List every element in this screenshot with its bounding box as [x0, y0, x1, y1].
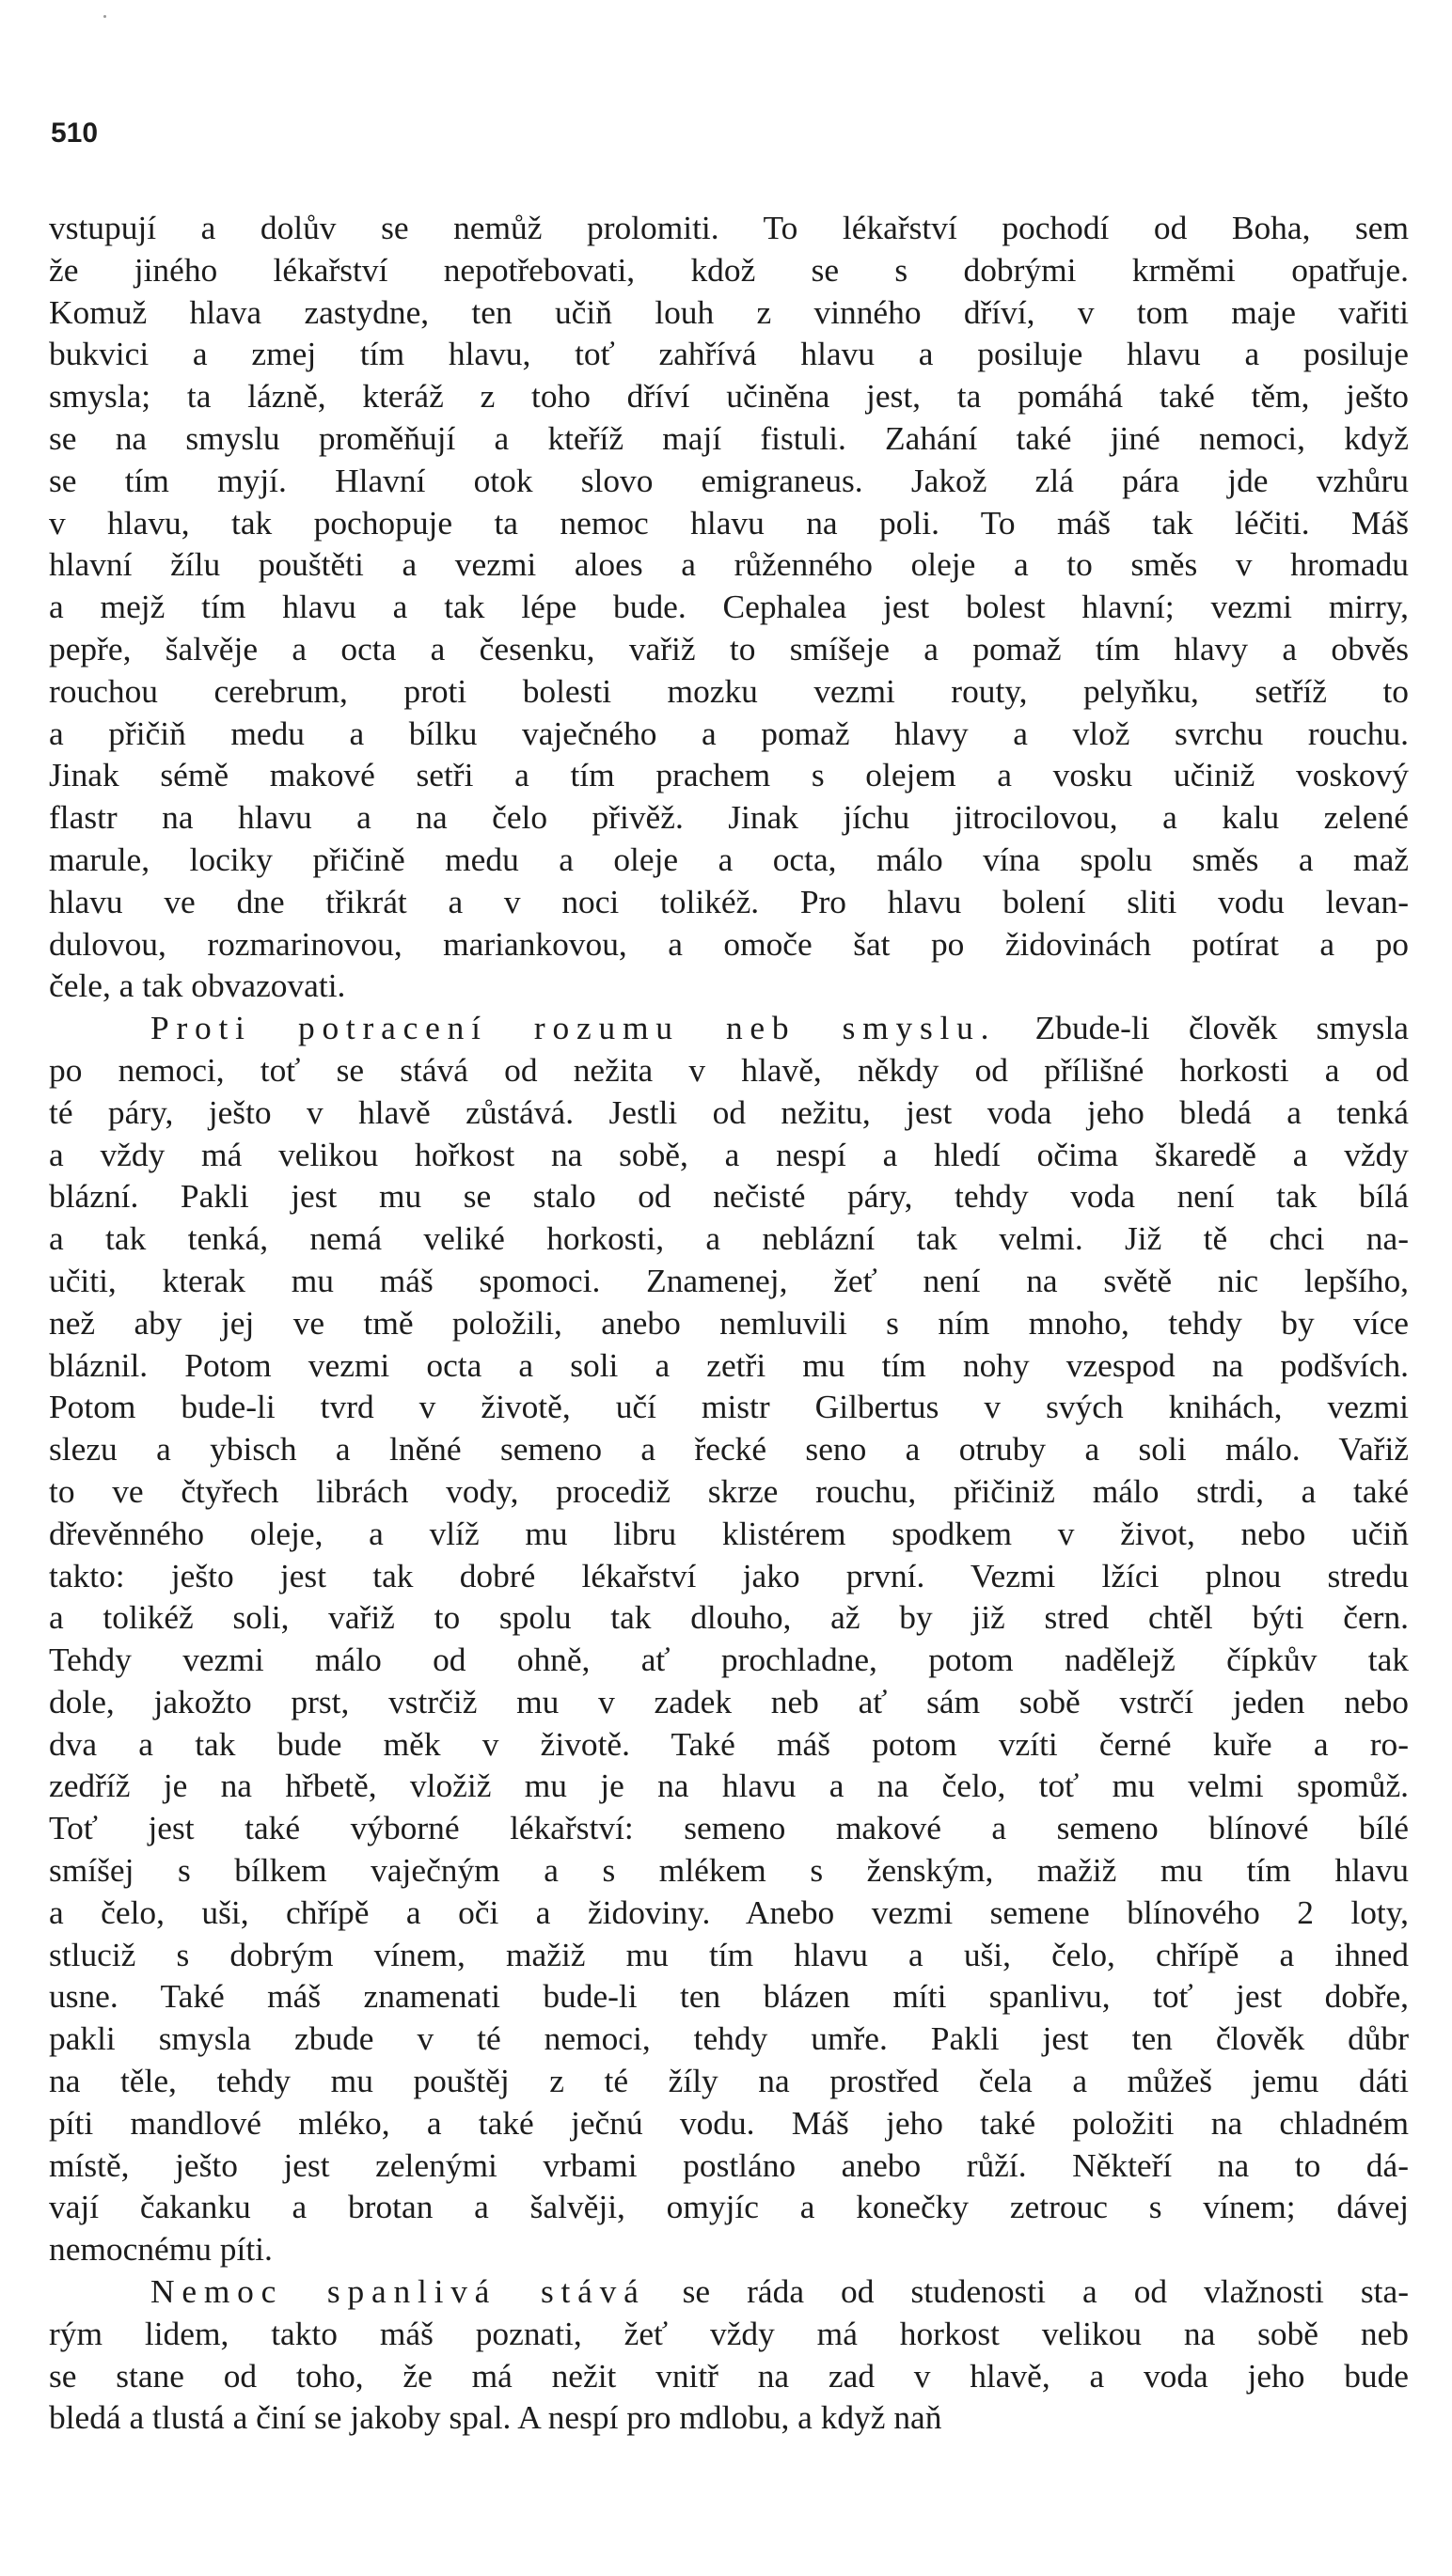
text-line: [49, 1639, 1409, 1681]
line-text: hlavní žílu pouštěti a vezmi aloes a růženného oleje a to směs v hromadu: [49, 545, 1409, 584]
text-line: [49, 1934, 1409, 1976]
line-text: se ráda od studenosti a od vlažnosti sta-: [645, 2272, 1409, 2311]
line-text: pepře, šalvěje a octa a česenku, vařiž to smíšeje a pomaž tím hlavy a obvěs: [49, 629, 1409, 668]
text-line: [49, 249, 1409, 291]
text-line: [49, 1849, 1409, 1892]
text-line: [49, 375, 1409, 417]
text-line: [49, 586, 1409, 628]
line-text: než aby jej ve tmě položili, anebo nemluvili s ním mnoho, tehdy by více: [49, 1303, 1409, 1342]
line-text: na těle, tehdy mu pouštěj z té žíly na prostřed čela a můžeš jemu dáti: [49, 2062, 1409, 2100]
text-line: [49, 1723, 1409, 1766]
text-line: [49, 291, 1409, 334]
line-text: dole, jakožto prst, vstrčiž mu v zadek neb ať sám sobě vstrčí jeden nebo: [49, 1682, 1409, 1720]
line-text: místě, ješto jest zelenými vrbami postláno anebo růží. Někteří na to dá-: [49, 2145, 1409, 2184]
text-line: [49, 881, 1409, 923]
text-line: [49, 965, 1409, 1007]
line-text: po nemoci, toť se stává od nežita v hlavě, někdy od přílišné horkosti a od: [49, 1050, 1409, 1089]
text-line: [49, 1175, 1409, 1217]
text-line: [49, 1596, 1409, 1639]
paragraph: [49, 2270, 1409, 2439]
line-text: Zbude-li člověk smysla: [996, 1009, 1409, 1047]
text-line: [49, 1217, 1409, 1260]
line-text: marule, lociky přičině medu a oleje a octa, málo vína spolu směs a maž: [49, 840, 1409, 878]
text-line: [49, 796, 1409, 839]
text-line: [49, 1007, 1409, 1049]
text-line: [49, 2186, 1409, 2228]
text-line: [49, 333, 1409, 375]
line-text: se stane od toho, že má nežit vnitř na zad v hlavě, a voda jeho bude: [49, 2356, 1409, 2395]
text-line: [49, 543, 1409, 586]
line-text: Tehdy vezmi málo od ohně, ať prochladne, potom nadělejž čípkův tak: [49, 1641, 1409, 1679]
line-text: Komuž hlava zastydne, ten učiň louh z vinného dříví, v tom maje vařiti: [49, 292, 1409, 331]
line-text: dulovou, rozmarinovou, mariankovou, a omoče šat po židovinách potírat a po: [49, 924, 1409, 963]
line-text: Potom bude-li tvrd v životě, učí mistr Gilbertus v svých knihách, vezmi: [49, 1388, 1409, 1426]
text-line: [49, 923, 1409, 966]
line-text: a čelo, uši, chřípě a oči a židoviny. Anebo vezmi semene blínového 2 loty,: [49, 1893, 1409, 1931]
text-line: [49, 1681, 1409, 1723]
text-line: [49, 1260, 1409, 1302]
line-text: dva a tak bude měk v životě. Také máš potom vzíti černé kuře a ro-: [49, 1724, 1409, 1763]
text-line: [49, 460, 1409, 502]
line-text: nemocnému píti.: [49, 2230, 273, 2269]
line-text: a tak tenká, nemá veliké horkosti, a neblázní tak velmi. Již tě chci na-: [49, 1219, 1409, 1258]
scan-speck: [103, 15, 106, 18]
text-line: [49, 754, 1409, 796]
line-text: zedříž je na hřbetě, vložiž mu je na hlavu a na čelo, toť mu velmi spomůž.: [49, 1767, 1409, 1805]
line-text: té páry, ješto v hlavě zůstává. Jestli od nežitu, jest voda jeho bledá a tenká: [49, 1092, 1409, 1131]
line-text: a přičiň medu a bílku vaječného a pomaž hlavy a vlož svrchu rouchu.: [49, 714, 1409, 752]
text-line: [49, 1470, 1409, 1513]
paragraph: [49, 1007, 1409, 2270]
line-text: Jinak sémě makové setři a tím prachem s olejem a vosku učiniž voskový: [49, 756, 1409, 794]
text-line: [49, 502, 1409, 544]
paragraph: [49, 207, 1409, 1007]
text-line: [49, 628, 1409, 670]
line-text: píti mandlové mléko, a také ječnú vodu. Máš jeho také položiti na chladném: [49, 2103, 1409, 2142]
text-line: [49, 2144, 1409, 2187]
text-line: [49, 1302, 1409, 1344]
line-text: v hlavu, tak pochopuje ta nemoc hlavu na poli. To máš tak léčiti. Máš: [49, 503, 1409, 542]
text-line: [49, 713, 1409, 755]
text-line: [49, 2018, 1409, 2060]
text-body: [49, 207, 1409, 2439]
text-line: [49, 839, 1409, 881]
page-number: 510: [51, 118, 99, 149]
line-text: bukvici a zmej tím hlavu, toť zahřívá hlavu a posiluje hlavu a posiluje: [49, 335, 1409, 373]
text-line: [49, 2355, 1409, 2397]
line-text: rým lidem, takto máš poznati, žeť vždy má horkost velikou na sobě neb: [49, 2314, 1409, 2352]
line-text: že jiného lékařství nepotřebovati, kdož se s dobrými krměmi opatřuje.: [49, 250, 1409, 289]
line-text: bledá a tlustá a činí se jakoby spal. A nespí pro mdlobu, a když naň: [49, 2398, 942, 2437]
text-line: [49, 207, 1409, 249]
text-line: [49, 2102, 1409, 2144]
line-text: stluciž s dobrým vínem, mažiž mu tím hlavu a uši, čelo, chřípě a ihned: [49, 1935, 1409, 1973]
line-text: rouchou cerebrum, proti bolesti mozku vezmi routy, pelyňku, setříž to: [49, 671, 1409, 710]
line-text: se na smyslu proměňují a kteříž mají fistuli. Zahání také jiné nemoci, když: [49, 418, 1409, 457]
text-line: [49, 1386, 1409, 1428]
line-text: blázní. Pakli jest mu se stalo od nečisté páry, tehdy voda není tak bílá: [49, 1177, 1409, 1216]
text-line: [49, 2270, 1409, 2313]
line-text: smysla; ta lázně, kteráž z toho dříví učiněna jest, ta pomáhá také těm, ješto: [49, 377, 1409, 416]
text-line: [49, 1344, 1409, 1387]
section-heading: Nemoc spanlivá stává: [150, 2272, 646, 2311]
line-text: učiti, kterak mu máš spomoci. Znamenej, žeť není na světě nic lepšího,: [49, 1261, 1409, 1299]
text-line: [49, 670, 1409, 713]
text-line: [49, 2396, 1409, 2439]
text-line: [49, 1428, 1409, 1470]
text-line: [49, 1555, 1409, 1597]
line-text: flastr na hlavu a na čelo přivěž. Jinak jíchu jitrocilovou, a kalu zelené: [49, 798, 1409, 837]
line-text: a mejž tím hlavu a tak lépe bude. Cephalea jest bolest hlavní; vezmi mirry,: [49, 588, 1409, 626]
line-text: hlavu ve dne třikrát a v noci tolikéž. Pro hlavu bolení sliti vodu levan-: [49, 882, 1409, 920]
line-text: a tolikéž soli, vařiž to spolu tak dlouho, až by již stred chtěl býti čern.: [49, 1598, 1409, 1637]
text-line: [49, 2228, 1409, 2270]
line-text: se tím myjí. Hlavní otok slovo emigraneus. Jakož zlá pára jde vzhůru: [49, 461, 1409, 499]
line-text: Toť jest také výborné lékařství: semeno makové a semeno blínové bílé: [49, 1809, 1409, 1847]
text-line: [49, 1807, 1409, 1849]
line-text: usne. Také máš znamenati bude-li ten blázen míti spanlivu, toť jest dobře,: [49, 1977, 1409, 2016]
text-line: [49, 1892, 1409, 1934]
line-text: vají čakanku a brotan a šalvěji, omyjíc a konečky zetrouc s vínem; dávej: [49, 2188, 1409, 2226]
text-line: [49, 1092, 1409, 1134]
text-line: [49, 1513, 1409, 1555]
line-text: smíšej s bílkem vaječným a s mlékem s ženským, mažiž mu tím hlavu: [49, 1851, 1409, 1890]
text-line: [49, 1049, 1409, 1092]
text-line: [49, 1765, 1409, 1807]
line-text: dřevěnného oleje, a vlíž mu libru klistérem spodkem v život, nebo učiň: [49, 1514, 1409, 1552]
section-heading: Proti potracení rozumu neb smyslu.: [150, 1009, 997, 1047]
line-text: takto: ješto jest tak dobré lékařství jako první. Vezmi lžíci plnou stredu: [49, 1556, 1409, 1594]
line-text: a vždy má velikou hořkost na sobě, a nespí a hledí očima škaredě a vždy: [49, 1135, 1409, 1173]
line-text: bláznil. Potom vezmi octa a soli a zetři mu tím nohy vzespod na podšvích.: [49, 1345, 1409, 1384]
text-line: [49, 417, 1409, 460]
line-text: slezu a ybisch a lněné semeno a řecké seno a otruby a soli málo. Vařiž: [49, 1430, 1409, 1469]
text-line: [49, 1975, 1409, 2018]
text-line: [49, 1134, 1409, 1176]
line-text: pakli smysla zbude v té nemoci, tehdy umře. Pakli jest ten člověk důbr: [49, 2019, 1409, 2058]
text-line: [49, 2060, 1409, 2102]
line-text: čele, a tak obvazovati.: [49, 966, 346, 1005]
line-text: to ve čtyřech librách vody, procediž skrze rouchu, přičiniž málo strdi, a také: [49, 1471, 1409, 1510]
text-line: [49, 2313, 1409, 2355]
line-text: vstupují a dolův se nemůž prolomiti. To lékařství pochodí od Boha, sem: [49, 209, 1409, 246]
